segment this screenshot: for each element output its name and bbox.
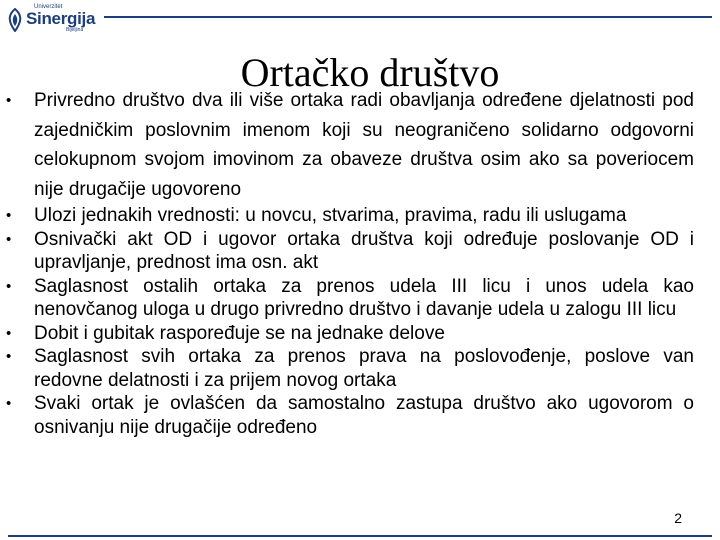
bullet-list [0,86,720,439]
bullet-item: • Saglasnost ostalih ortaka za prenos udela III licu i unos udela kao nenovčanog uloga u drugo privredno društvo i davanje udela u zalogu III licu [0,275,720,322]
footer-divider [8,535,712,537]
bullet-item: • Ulozi jednakih vrednosti: u novcu, stvarima, pravima, radu ili uslugama [0,204,720,228]
logo-small-text: Univerzitet [34,4,63,10]
university-logo [4,4,96,34]
slide-title: Ortačko društvo [240,50,500,95]
logo-name: Sinergija [26,9,96,28]
logo-emblem-icon [4,8,26,32]
page-number: 2 [674,510,682,526]
bullet-item: • Osnivački akt OD i ugovor ortaka društva koji određuje poslovanje OD i upravljanje, prednost ima osn. akt [0,228,720,275]
bullet-item: • Saglasnost svih ortaka za prenos prava na poslovođenje, poslove van redovne delatnosti i za prijem novog ortaka [0,345,720,392]
bullet-item: • Svaki ortak je ovlašćen da samostalno zastupa društvo ako ugovorom o osnivanju nije drugačije određeno [0,392,720,439]
header-divider [104,16,712,18]
logo-sub-text: Bijeljina [66,27,84,33]
bullet-item: • Privredno društvo dva ili više ortaka radi obavljanja određene djelatnosti pod zajedničkim poslovnim imenom koji su neograničeno solidarno odgovorni celokupnom svojom imovinom za obaveze društva osim ako sa poveriocem nije drugačije ugovoreno [0,86,720,204]
bullet-item: • Dobit i gubitak raspoređuje se na jednake delove [0,322,720,346]
